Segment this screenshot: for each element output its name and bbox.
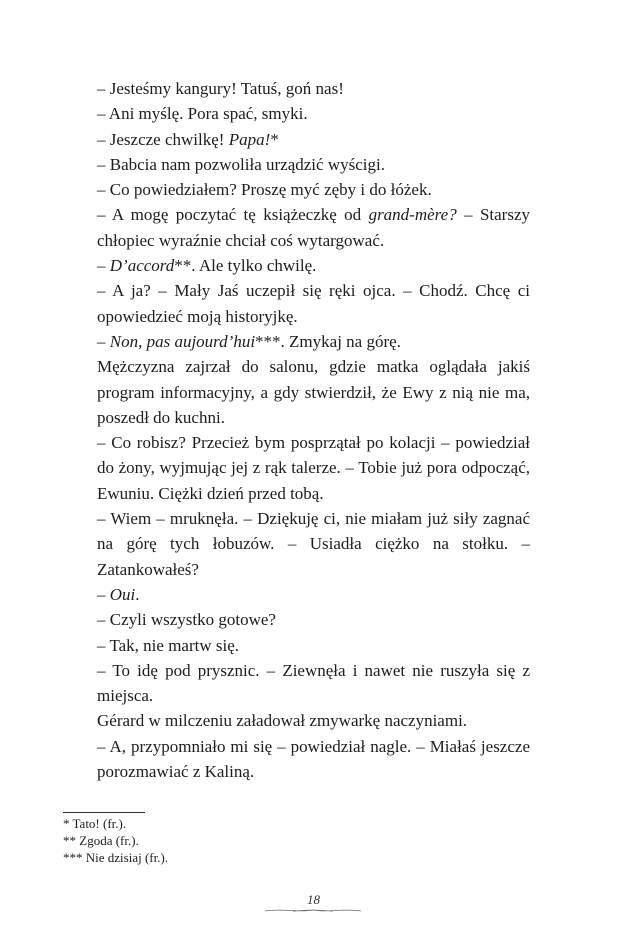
paragraph (97, 152, 530, 177)
text-run: – A ja? – Mały Jaś uczepił się ręki ojca. – Chodź. Chcę ci opowiedzieć moją historyjkę. (97, 281, 530, 326)
italic-text: Oui (109, 584, 136, 604)
paragraph (97, 101, 530, 126)
page-number: 18 (307, 892, 320, 907)
paragraph (97, 582, 530, 607)
footnote: *** Nie dzisiaj (fr.). (63, 849, 169, 865)
text-run: – To idę pod prysznic. – Ziewnęła i nawet nie ruszyła się z miejsca. (97, 660, 530, 706)
paragraph (97, 202, 530, 253)
text-run: – Jesteśmy kangury! Tatuś, goń nas! (97, 79, 344, 98)
text-run: – Wiem – mruknęła. – Dziękuję ci, nie miałam już siły zagnać na górę tych łobuzów. – Usiadła ciężko na stołku. – Zatankowałeś? (97, 509, 530, 579)
footnote: * Tato! (fr.). (63, 816, 127, 831)
text-run: – (97, 584, 110, 604)
text-run: * (270, 129, 279, 149)
body-text (97, 76, 530, 784)
paragraph (97, 329, 530, 354)
paragraph (97, 506, 530, 582)
paragraph (97, 658, 530, 709)
footnotes (63, 816, 363, 866)
text-run: – Tak, nie martw się. (97, 635, 240, 655)
paragraph (97, 430, 530, 506)
ornament-flourish-icon (263, 906, 363, 914)
text-run: – (97, 331, 110, 351)
page-footer (0, 892, 627, 916)
text-run: . (135, 584, 140, 604)
paragraph (97, 253, 530, 278)
paragraph (97, 354, 530, 430)
text-run: – Babcia nam pozwoliła urządzić wyścigi. (97, 154, 385, 174)
text-run: – Ani myślę. Pora spać, smyki. (97, 104, 308, 124)
italic-text: D’accord (109, 256, 175, 276)
paragraph (97, 127, 530, 152)
text-run: – Co robisz? Przecież bym posprzątał po kolacji – powiedział do żony, wyjmując jej z rąk talerze. – Tobie już pora odpocząć, Ewuniu. Ciężki dzień przed tobą. (97, 433, 530, 503)
paragraph (97, 177, 530, 202)
text-run: – (97, 256, 110, 276)
paragraph (97, 76, 530, 101)
text-run: – Jeszcze chwilkę! (97, 129, 229, 149)
paragraph (97, 607, 530, 632)
paragraph (97, 708, 530, 733)
italic-text: Papa! (228, 129, 271, 149)
text-run: **. Ale tylko chwilę. (174, 256, 317, 276)
text-run: ***. Zmykaj na górę. (255, 331, 401, 351)
text-run: – Czyli wszystko gotowe? (97, 610, 276, 630)
text-run: – Starszy chłopiec wyraźnie chciał coś wytargować. (97, 205, 530, 250)
text-run: – A, przypomniało mi się – powiedział nagle. – Miałaś jeszcze porozmawiać z Kaliną. (97, 736, 530, 782)
text-run: Mężczyzna zajrzał do salonu, gdzie matka oglądała jakiś program informacyjny, a gdy stwierdził, że Ewy z nią nie ma, poszedł do kuchni. (97, 357, 530, 427)
footnote-divider (63, 812, 145, 813)
footnote: ** Zgoda (fr.). (63, 832, 139, 848)
paragraph (97, 278, 530, 329)
paragraph (97, 633, 530, 658)
italic-text: grand-mère? (368, 205, 457, 225)
paragraph (97, 734, 530, 785)
text-run: – Co powiedziałem? Proszę myć zęby i do łóżek. (97, 180, 432, 200)
italic-text: Non, pas aujourd’hui (109, 331, 256, 351)
text-run: Gérard w milczeniu załadował zmywarkę naczyniami. (97, 711, 468, 731)
text-run: – A mogę poczytać tę książeczkę od (97, 205, 369, 225)
